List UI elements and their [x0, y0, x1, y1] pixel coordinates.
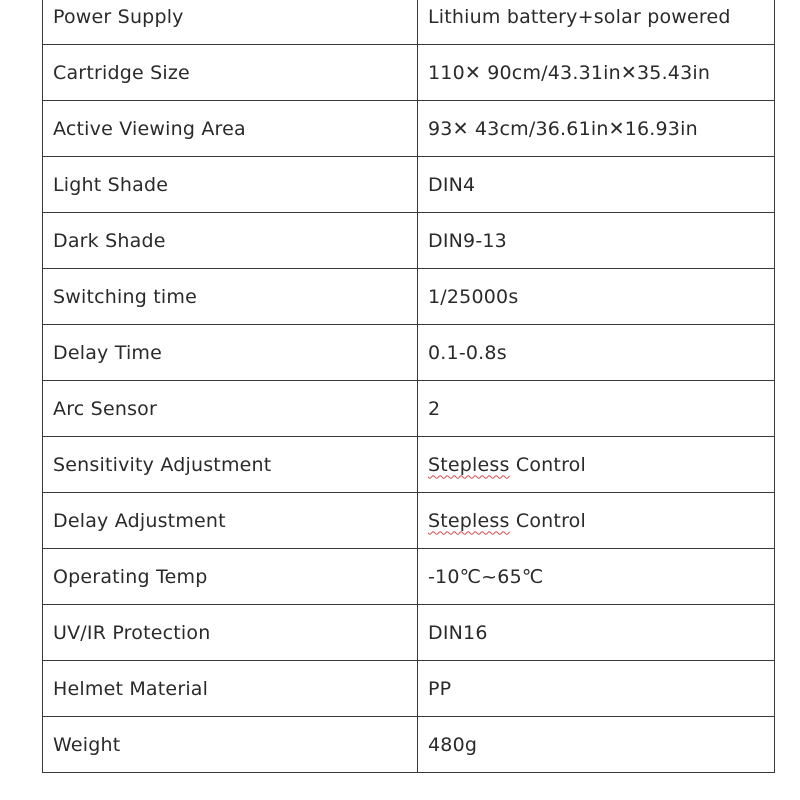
- spec-value: 2: [418, 381, 775, 437]
- table-row: [43, 269, 775, 325]
- spec-value: 0.1-0.8s: [418, 325, 775, 381]
- spec-label: Weight: [43, 717, 418, 773]
- spec-value: 93✕ 43cm/36.61in✕16.93in: [418, 101, 775, 157]
- spellcheck-marked-word: Stepless: [428, 453, 510, 476]
- spec-label: Light Shade: [43, 157, 418, 213]
- spec-label: Cartridge Size: [43, 45, 418, 101]
- table-row: [43, 213, 775, 269]
- spec-value: DIN4: [418, 157, 775, 213]
- spec-value: 110✕ 90cm/43.31in✕35.43in: [418, 45, 775, 101]
- spec-label: Switching time: [43, 269, 418, 325]
- spec-label: Arc Sensor: [43, 381, 418, 437]
- table-row: [43, 437, 775, 493]
- table-row: [43, 549, 775, 605]
- table-row: [43, 661, 775, 717]
- spec-label: Delay Adjustment: [43, 493, 418, 549]
- spec-label: Dark Shade: [43, 213, 418, 269]
- spec-value-rest: Control: [509, 453, 586, 476]
- spec-label: Helmet Material: [43, 661, 418, 717]
- spec-value: [418, 493, 775, 549]
- spec-value: 480g: [418, 717, 775, 773]
- spec-value: DIN16: [418, 605, 775, 661]
- spec-label: Sensitivity Adjustment: [43, 437, 418, 493]
- table-row: [43, 0, 775, 45]
- table-row: [43, 45, 775, 101]
- spec-label: Active Viewing Area: [43, 101, 418, 157]
- table-row: [43, 157, 775, 213]
- spec-table: [42, 0, 775, 773]
- spec-value: 1/25000s: [418, 269, 775, 325]
- spec-value-rest: Control: [509, 509, 586, 532]
- table-row: [43, 325, 775, 381]
- table-row: [43, 101, 775, 157]
- spec-value: PP: [418, 661, 775, 717]
- spec-label: Delay Time: [43, 325, 418, 381]
- table-row: [43, 381, 775, 437]
- spec-value: [418, 437, 775, 493]
- spec-label: Power Supply: [43, 0, 418, 45]
- table-row: [43, 717, 775, 773]
- spellcheck-marked-word: Stepless: [428, 509, 510, 532]
- spec-value: Lithium battery+solar powered: [418, 0, 775, 45]
- spec-value: DIN9-13: [418, 213, 775, 269]
- spec-label: Operating Temp: [43, 549, 418, 605]
- spec-label: UV/IR Protection: [43, 605, 418, 661]
- table-row: [43, 605, 775, 661]
- spec-value: -10℃~65℃: [418, 549, 775, 605]
- table-row: [43, 493, 775, 549]
